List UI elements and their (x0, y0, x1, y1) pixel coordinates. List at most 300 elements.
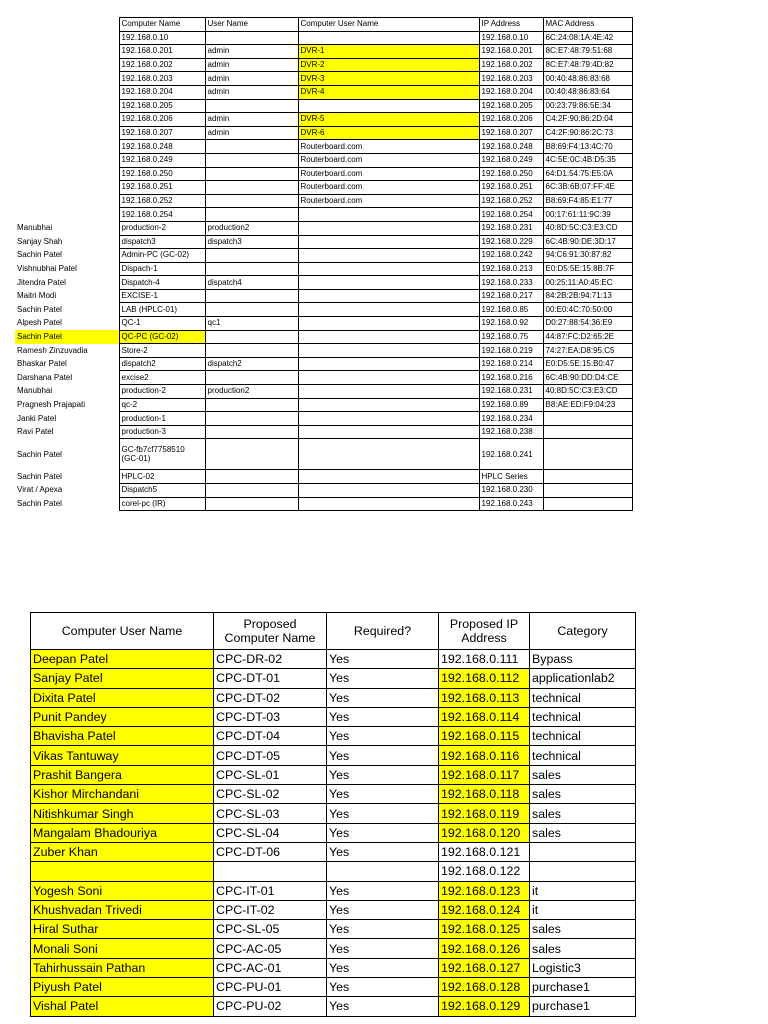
table-cell (205, 31, 298, 45)
table-cell: CPC-DR-02 (214, 650, 327, 669)
table-cell: Dispatch-4 (119, 276, 205, 290)
table-cell (31, 862, 214, 881)
table-cell (298, 317, 479, 331)
table-cell: 192.168.0.249 (119, 153, 205, 167)
table-cell (530, 862, 636, 881)
table-row (31, 958, 636, 977)
table-cell: Vishnubhai Patel (15, 262, 119, 276)
table-row (31, 688, 636, 707)
table-cell: Ramesh Zinzuvadia (15, 344, 119, 358)
table-cell: 192.168.0.242 (479, 249, 543, 263)
table-cell: Yes (327, 669, 439, 688)
table-cell: CPC-PU-01 (214, 978, 327, 997)
table-cell: admin (205, 126, 298, 140)
table-cell: 192.168.0.124 (439, 900, 530, 919)
table-cell (298, 398, 479, 412)
table-cell: 94:C6:91:30:87:82 (543, 249, 632, 263)
table-cell: CPC-SL-03 (214, 804, 327, 823)
table-cell: 192.168.0.204 (119, 85, 205, 99)
table-cell (543, 470, 632, 484)
table-cell (15, 85, 119, 99)
table-row (31, 650, 636, 669)
table-cell: dispatch4 (205, 276, 298, 290)
table-row (15, 398, 632, 412)
table-cell (205, 181, 298, 195)
table-cell: Deepan Patel (31, 650, 214, 669)
table-row (31, 707, 636, 726)
table-row (15, 31, 632, 45)
table-cell: 192.168.0.129 (439, 997, 530, 1016)
table-cell (205, 153, 298, 167)
table-cell: 192.168.0.119 (439, 804, 530, 823)
table-cell: 192.168.0.203 (479, 72, 543, 86)
table-cell: Store-2 (119, 344, 205, 358)
table-cell: 192.168.0.92 (479, 317, 543, 331)
table-row (15, 221, 632, 235)
table-cell: DVR-6 (298, 126, 479, 140)
table-cell (205, 497, 298, 511)
table-cell (205, 303, 298, 317)
table-row (15, 262, 632, 276)
table-cell: Yes (327, 997, 439, 1016)
table-cell: dispatch3 (119, 235, 205, 249)
table-cell (298, 412, 479, 426)
table-cell: Janki Patel (15, 412, 119, 426)
table-cell: 192.168.0.122 (439, 862, 530, 881)
table-cell: 6C:3B:6B:07:FF:4E (543, 181, 632, 195)
table-cell: 192.168.0.10 (119, 31, 205, 45)
table-cell: DVR-4 (298, 85, 479, 99)
table-cell: GC-fb7cf7758510 (GC-01) (119, 439, 205, 470)
table-cell: Piyush Patel (31, 978, 214, 997)
table-cell: Nitishkumar Singh (31, 804, 214, 823)
table-cell: Logistic3 (530, 958, 636, 977)
table-row (15, 371, 632, 385)
table-cell: it (530, 900, 636, 919)
table-cell: production-2 (119, 221, 205, 235)
table-cell: Mangalam Bhadouriya (31, 823, 214, 842)
table-cell: Routerboard.com (298, 194, 479, 208)
header-row (15, 18, 632, 32)
table-cell: Ravi Patel (15, 425, 119, 439)
table-cell: 192.168.0.202 (119, 58, 205, 72)
table-cell: 192.168.0.250 (479, 167, 543, 181)
table-cell: B8:69:F4:85:E1:77 (543, 194, 632, 208)
table-cell (298, 208, 479, 222)
table-cell: Yes (327, 842, 439, 861)
table-cell: Sachin Patel (15, 303, 119, 317)
table-cell (298, 357, 479, 371)
table-cell (214, 862, 327, 881)
table-cell: CPC-DT-04 (214, 727, 327, 746)
table-cell: Yes (327, 785, 439, 804)
table-cell: Routerboard.com (298, 153, 479, 167)
table-cell (205, 167, 298, 181)
table-cell (298, 371, 479, 385)
table-cell (298, 470, 479, 484)
table-cell: 192.168.0.251 (119, 181, 205, 195)
table-cell (205, 371, 298, 385)
table-cell: 192.168.0.205 (479, 99, 543, 113)
table-cell: B8:AE:ED:F9:04:23 (543, 398, 632, 412)
table-cell: 192.168.0.201 (119, 45, 205, 59)
table-cell: sales (530, 823, 636, 842)
table-cell: 192.168.0.219 (479, 344, 543, 358)
table-cell: production-2 (119, 385, 205, 399)
table-cell: Routerboard.com (298, 181, 479, 195)
table-cell: Vishal Patel (31, 997, 214, 1016)
table-cell (543, 425, 632, 439)
table-cell: technical (530, 727, 636, 746)
table-cell: 192.168.0.10 (479, 31, 543, 45)
table-cell: Yes (327, 746, 439, 765)
table-cell: 192.168.0.230 (479, 484, 543, 498)
network-inventory-table (15, 17, 633, 511)
table-cell (205, 425, 298, 439)
table-row (15, 167, 632, 181)
table-cell: 192.168.0.89 (479, 398, 543, 412)
table-row (15, 153, 632, 167)
table-cell: technical (530, 746, 636, 765)
table-cell: QC-PC (GC-02) (119, 330, 205, 344)
table-cell (298, 262, 479, 276)
table-cell: Monali Soni (31, 939, 214, 958)
header-cell: Computer Name (119, 18, 205, 32)
table-cell: 192.168.0.248 (479, 140, 543, 154)
table-row (31, 939, 636, 958)
table-cell: 192.168.0.207 (479, 126, 543, 140)
table-cell: 192.168.0.238 (479, 425, 543, 439)
table-cell: 192.168.0.113 (439, 688, 530, 707)
table-row (15, 235, 632, 249)
table-cell: Routerboard.com (298, 167, 479, 181)
table-cell: Bhaskar Patel (15, 357, 119, 371)
table-cell: Dixita Patel (31, 688, 214, 707)
table-cell: 192.168.0.201 (479, 45, 543, 59)
table-cell (543, 439, 632, 470)
table-cell: 192.168.0.121 (439, 842, 530, 861)
table-cell: 6C:24:08:1A:4E:42 (543, 31, 632, 45)
table-cell: Hiral Suthar (31, 920, 214, 939)
table-row (31, 978, 636, 997)
table-cell: LAB (HPLC-01) (119, 303, 205, 317)
table-cell: Sachin Patel (15, 249, 119, 263)
table-cell: CPC-DT-02 (214, 688, 327, 707)
table-cell: admin (205, 45, 298, 59)
table-cell: 192.168.0.202 (479, 58, 543, 72)
table-cell: CPC-IT-01 (214, 881, 327, 900)
table-cell: B8:69:F4:13:4C:70 (543, 140, 632, 154)
table-cell: 192.168.0.251 (479, 181, 543, 195)
table-cell: 192.168.0.117 (439, 765, 530, 784)
table-cell: C4:2F:90:86:2C:73 (543, 126, 632, 140)
table-cell: 00:E0:4C:70:50:00 (543, 303, 632, 317)
table-cell: 192.168.0.233 (479, 276, 543, 290)
table-cell: 192.168.0.234 (479, 412, 543, 426)
table-cell (205, 140, 298, 154)
table-cell: 192.168.0.229 (479, 235, 543, 249)
table-row (15, 303, 632, 317)
table-cell (205, 330, 298, 344)
table-row (15, 113, 632, 127)
table-cell: Yes (327, 707, 439, 726)
table-row (15, 317, 632, 331)
table-cell (15, 140, 119, 154)
table-row (15, 72, 632, 86)
table-cell: DVR-2 (298, 58, 479, 72)
table-cell: 192.168.0.115 (439, 727, 530, 746)
table-cell (205, 208, 298, 222)
table-row (15, 99, 632, 113)
table-cell: 192.168.0.204 (479, 85, 543, 99)
table-cell (298, 276, 479, 290)
header-cell: Proposed IP Address (439, 613, 530, 650)
table-cell: Yes (327, 804, 439, 823)
header-cell: Required? (327, 613, 439, 650)
table-cell: 192.168.0.111 (439, 650, 530, 669)
table-row (15, 484, 632, 498)
table-cell: Yogesh Soni (31, 881, 214, 900)
table-cell: CPC-DT-01 (214, 669, 327, 688)
table-cell: 192.168.0.207 (119, 126, 205, 140)
table-cell (15, 113, 119, 127)
table-cell: admin (205, 85, 298, 99)
table-row (15, 439, 632, 470)
table-cell: Manubhai (15, 385, 119, 399)
table-cell (205, 344, 298, 358)
table-cell (15, 153, 119, 167)
table-cell: CPC-AC-01 (214, 958, 327, 977)
table-cell: production2 (205, 385, 298, 399)
table-cell (205, 99, 298, 113)
table-cell: production-1 (119, 412, 205, 426)
table-cell: technical (530, 707, 636, 726)
table-cell: sales (530, 765, 636, 784)
header-cell: Category (530, 613, 636, 650)
table-cell: Alpesh Patel (15, 317, 119, 331)
table-cell (543, 497, 632, 511)
table-cell: Khushvadan Trivedi (31, 900, 214, 919)
table-cell: 4C:5E:0C:4B:D5:35 (543, 153, 632, 167)
table-cell: 192.168.0.252 (119, 194, 205, 208)
table-cell: CPC-SL-01 (214, 765, 327, 784)
table-cell: 192.168.0.231 (479, 385, 543, 399)
table-cell: CPC-PU-02 (214, 997, 327, 1016)
table-cell: CPC-DT-05 (214, 746, 327, 765)
table-row (15, 330, 632, 344)
table-cell: Sachin Patel (15, 439, 119, 470)
table-cell: Dispach-1 (119, 262, 205, 276)
header-cell: Computer User Name (298, 18, 479, 32)
table-row (31, 920, 636, 939)
table-cell: 192.168.0.123 (439, 881, 530, 900)
table-cell: DVR-1 (298, 45, 479, 59)
table-cell (298, 484, 479, 498)
table-cell: Zuber Khan (31, 842, 214, 861)
table-cell: CPC-SL-05 (214, 920, 327, 939)
table-cell: 192.168.0.231 (479, 221, 543, 235)
header-row (31, 613, 636, 650)
table-cell: Yes (327, 765, 439, 784)
table-row (15, 181, 632, 195)
table-cell (298, 385, 479, 399)
table-cell: QC-1 (119, 317, 205, 331)
table-cell: 192.168.0.216 (479, 371, 543, 385)
table-cell: purchase1 (530, 997, 636, 1016)
table-cell: dispatch3 (205, 235, 298, 249)
table-row (31, 746, 636, 765)
table-row (15, 385, 632, 399)
table-cell (15, 58, 119, 72)
table-cell: 84:2B:2B:94:71:13 (543, 289, 632, 303)
table-row (31, 804, 636, 823)
table-row (15, 126, 632, 140)
table-cell (543, 412, 632, 426)
table-cell: Jitendra Patel (15, 276, 119, 290)
table-cell: 192.168.0.241 (479, 439, 543, 470)
table-cell: qc1 (205, 317, 298, 331)
table-row (15, 425, 632, 439)
table-cell: Yes (327, 958, 439, 977)
table-cell: Sachin Patel (15, 330, 119, 344)
table-cell: sales (530, 785, 636, 804)
table-cell (298, 31, 479, 45)
table-cell: HPLC Series (479, 470, 543, 484)
table-cell: 44:87:FC:D2:65:2E (543, 330, 632, 344)
table-cell: 192.168.0.125 (439, 920, 530, 939)
table-cell: Yes (327, 900, 439, 919)
table-cell (15, 72, 119, 86)
table-cell (15, 126, 119, 140)
table-cell (298, 221, 479, 235)
header-cell (15, 18, 119, 32)
table-row (15, 276, 632, 290)
table-cell: 192.168.0.252 (479, 194, 543, 208)
table-cell (15, 45, 119, 59)
table-cell: 192.168.0.248 (119, 140, 205, 154)
table-cell: applicationlab2 (530, 669, 636, 688)
table-row (31, 997, 636, 1016)
table-row (15, 85, 632, 99)
table-row (31, 842, 636, 861)
table-cell: CPC-DT-06 (214, 842, 327, 861)
table-cell (530, 842, 636, 861)
table-cell: Pragnesh Prajapati (15, 398, 119, 412)
table-row (15, 497, 632, 511)
table-cell: Punit Pandey (31, 707, 214, 726)
table-cell: Virat / Apexa (15, 484, 119, 498)
header-cell: Proposed Computer Name (214, 613, 327, 650)
table-cell: 40:8D:5C:C3:E3:CD (543, 385, 632, 399)
table-cell: 192.168.0.214 (479, 357, 543, 371)
table-cell (15, 208, 119, 222)
table-cell: Sanjay Shah (15, 235, 119, 249)
table-cell: 192.168.0.217 (479, 289, 543, 303)
table-cell: CPC-AC-05 (214, 939, 327, 958)
table-cell: 192.168.0.205 (119, 99, 205, 113)
table-cell: 8C:E7:48:79:4D:82 (543, 58, 632, 72)
table-cell: CPC-SL-02 (214, 785, 327, 804)
table-cell (298, 99, 479, 113)
table-cell: DVR-3 (298, 72, 479, 86)
table-cell (15, 181, 119, 195)
table-cell: CPC-SL-04 (214, 823, 327, 842)
table-cell: 192.168.0.213 (479, 262, 543, 276)
table-row (15, 470, 632, 484)
table-row (31, 900, 636, 919)
table-cell: 00:23:79:86:5E:34 (543, 99, 632, 113)
table-cell (298, 249, 479, 263)
table-row (15, 249, 632, 263)
proposed-naming-table (30, 612, 636, 1017)
table-cell: DVR-5 (298, 113, 479, 127)
table-cell: 192.168.0.112 (439, 669, 530, 688)
table-cell: 00:25:11:A0:45:EC (543, 276, 632, 290)
table-cell (205, 470, 298, 484)
header-cell: User Name (205, 18, 298, 32)
table-cell (298, 439, 479, 470)
table-cell: E0:D5:5E:15:B0:47 (543, 357, 632, 371)
table-cell (298, 425, 479, 439)
table-cell: 192.168.0.127 (439, 958, 530, 977)
table-cell: Kishor Mirchandani (31, 785, 214, 804)
table-row (31, 862, 636, 881)
table-cell: 00:40:48:86:83:68 (543, 72, 632, 86)
table-cell (15, 31, 119, 45)
table-cell: purchase1 (530, 978, 636, 997)
table-cell: 192.168.0.250 (119, 167, 205, 181)
table-cell: 40:8D:5C:C3:E3:CD (543, 221, 632, 235)
table-cell: Bypass (530, 650, 636, 669)
table-cell: Sachin Patel (15, 470, 119, 484)
header-cell: Computer User Name (31, 613, 214, 650)
table-cell (15, 194, 119, 208)
table-row (31, 727, 636, 746)
table-cell: 74:27:EA:D8:95:C5 (543, 344, 632, 358)
table-cell (298, 235, 479, 249)
table-cell: Yes (327, 727, 439, 746)
table-cell: 192.168.0.114 (439, 707, 530, 726)
table-cell: Vikas Tantuway (31, 746, 214, 765)
table-cell: 192.168.0.118 (439, 785, 530, 804)
table-cell: Tahirhussain Pathan (31, 958, 214, 977)
table-cell (298, 330, 479, 344)
table-cell: 6C:4B:90:DE:3D:17 (543, 235, 632, 249)
table-cell: admin (205, 58, 298, 72)
table-cell: Yes (327, 688, 439, 707)
table-cell: Bhavisha Patel (31, 727, 214, 746)
table-cell: admin (205, 113, 298, 127)
table-cell: 192.168.0.203 (119, 72, 205, 86)
table-cell: 192.168.0.116 (439, 746, 530, 765)
table-cell: CPC-IT-02 (214, 900, 327, 919)
table-row (31, 765, 636, 784)
table-cell: qc-2 (119, 398, 205, 412)
table-cell: 192.168.0.206 (119, 113, 205, 127)
table-cell: sales (530, 939, 636, 958)
table-cell: Dispatch5 (119, 484, 205, 498)
table-cell: 64:D1:54:75:E5:0A (543, 167, 632, 181)
table-row (31, 823, 636, 842)
table-row (31, 881, 636, 900)
table-row (31, 785, 636, 804)
table-cell (205, 194, 298, 208)
table-cell (205, 398, 298, 412)
table-cell (205, 249, 298, 263)
table-cell: 8C:E7:48:79:51:68 (543, 45, 632, 59)
table-cell (327, 862, 439, 881)
table-cell (298, 303, 479, 317)
